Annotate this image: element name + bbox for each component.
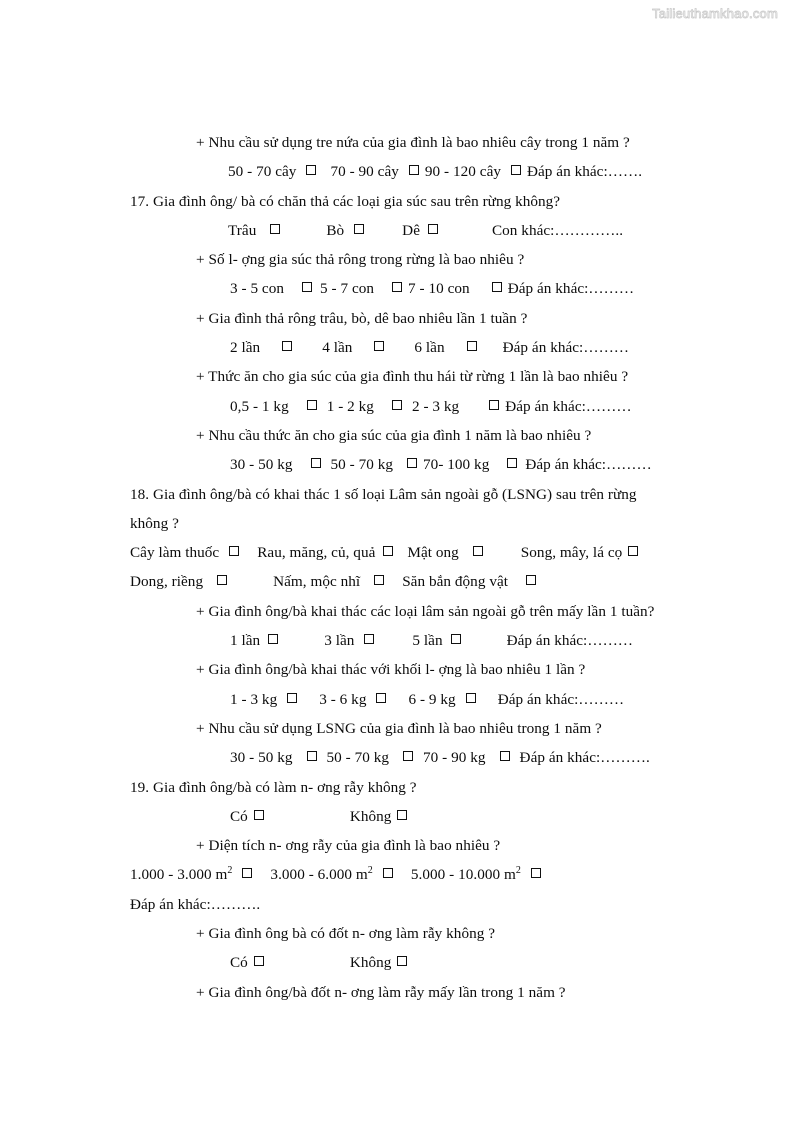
checkbox[interactable] — [217, 575, 227, 585]
option-label: 1 - 2 kg — [326, 397, 374, 415]
option-label: 5 - 7 con — [320, 280, 375, 298]
answer-row-17-livestock — [130, 216, 720, 245]
answer-row-18-a — [130, 538, 720, 567]
option-label: 50 - 70 cây — [228, 163, 297, 181]
checkbox[interactable] — [397, 956, 407, 966]
option-label: 50 - 70 kg — [330, 456, 394, 474]
document-body — [130, 128, 720, 1007]
answer-row-18a — [130, 626, 720, 655]
option-label: 70 - 90 kg — [423, 749, 486, 767]
checkbox[interactable] — [254, 956, 264, 966]
checkbox[interactable] — [392, 400, 402, 410]
option-label: 2 lần — [230, 339, 261, 357]
question-18a: + Gia đình ông/bà khai thác các loại lâm sản ngoài gỗ trên mấy lần 1 tuần? — [196, 602, 655, 620]
answer-row-17a — [130, 274, 720, 303]
checkbox[interactable] — [374, 575, 384, 585]
question-18-line2: không ? — [130, 514, 179, 532]
checkbox[interactable] — [451, 634, 461, 644]
option-label: 2 - 3 kg — [411, 397, 460, 415]
checkbox[interactable] — [306, 165, 316, 175]
option-label: 50 - 70 kg — [326, 749, 390, 767]
option-label: Có — [230, 807, 248, 825]
option-label: Đáp án khác:……… — [506, 632, 634, 650]
superscript-2: 2 — [227, 865, 233, 877]
option-label: 70 - 90 cây — [330, 163, 399, 181]
checkbox[interactable] — [492, 282, 502, 292]
checkbox[interactable] — [364, 634, 374, 644]
option-label: 1 - 3 kg — [230, 690, 278, 708]
option-label: 3 - 6 kg — [319, 690, 367, 708]
checkbox[interactable] — [511, 165, 521, 175]
checkbox[interactable] — [270, 224, 280, 234]
question-19c: + Gia đình ông/bà đốt n- ơng làm rẫy mấy lần trong 1 năm ? — [196, 983, 566, 1001]
option-label: Nấm, mộc nhĩ — [273, 573, 361, 591]
option-label: 7 - 10 con — [408, 280, 470, 298]
option-label: 30 - 50 kg — [230, 749, 293, 767]
answer-row-18c — [130, 743, 720, 772]
question-17: 17. Gia đình ông/ bà có chăn thả các loại gia súc sau trên rừng không? — [130, 192, 561, 210]
option-label: Rau, măng, củ, quả — [257, 544, 376, 562]
checkbox[interactable] — [354, 224, 364, 234]
checkbox[interactable] — [374, 341, 384, 351]
option-label: Dong, riềng — [130, 573, 204, 591]
checkbox[interactable] — [229, 546, 239, 556]
option-label: 6 - 9 kg — [408, 690, 456, 708]
option-label: Mật ong — [407, 544, 459, 562]
checkbox[interactable] — [376, 693, 386, 703]
option-label: Đáp án khác:………. — [519, 749, 650, 767]
checkbox[interactable] — [407, 458, 417, 468]
option-label: Không — [349, 954, 392, 972]
checkbox[interactable] — [383, 868, 393, 878]
option-label: Có — [230, 954, 248, 972]
checkbox[interactable] — [307, 400, 317, 410]
option-label: 6 lần — [414, 339, 445, 357]
checkbox[interactable] — [383, 546, 393, 556]
checkbox[interactable] — [428, 224, 438, 234]
checkbox[interactable] — [409, 165, 419, 175]
answer-19a-other: Đáp án khác:………. — [130, 895, 261, 913]
checkbox[interactable] — [254, 810, 264, 820]
watermark-text: Tailieuthamkhao.com — [652, 6, 778, 21]
checkbox[interactable] — [302, 282, 312, 292]
checkbox[interactable] — [268, 634, 278, 644]
option-label: 30 - 50 kg — [230, 456, 293, 474]
question-18-line1: 18. Gia đình ông/bà có khai thác 1 số loại Lâm sản ngoài gỗ (LSNG) sau trên rừng — [130, 485, 637, 503]
question-19b: + Gia đình ông bà có đốt n- ơng làm rẫy không ? — [196, 925, 496, 943]
checkbox[interactable] — [392, 282, 402, 292]
option-label: Đáp án khác:……… — [497, 690, 625, 708]
answer-row-17d — [130, 450, 720, 479]
answer-row-17b — [130, 333, 720, 362]
option-label: 90 - 120 cây — [424, 163, 501, 181]
answer-row-19a-areas — [130, 860, 720, 889]
checkbox[interactable] — [531, 868, 541, 878]
option-label: Săn bắn động vật — [402, 573, 509, 591]
checkbox[interactable] — [282, 341, 292, 351]
question-17c: + Thức ăn cho gia súc của gia đình thu hái từ rừng 1 lần là bao nhiêu ? — [196, 368, 629, 386]
option-label: 3.000 - 6.000 m — [270, 866, 368, 884]
question-17b: + Gia đình thả rông trâu, bò, dê bao nhiêu lần 1 tuần ? — [196, 309, 528, 327]
option-label: 5.000 - 10.000 m — [410, 866, 516, 884]
checkbox[interactable] — [466, 693, 476, 703]
option-label: Đáp án khác:……… — [505, 397, 632, 415]
checkbox[interactable] — [311, 458, 321, 468]
checkbox[interactable] — [397, 810, 407, 820]
checkbox[interactable] — [307, 751, 317, 761]
answer-row-bamboo-need — [130, 157, 720, 186]
question-18b: + Gia đình ông/bà khai thác với khối l- ợng là bao nhiêu 1 lần ? — [196, 661, 586, 679]
checkbox[interactable] — [403, 751, 413, 761]
question-19: 19. Gia đình ông/bà có làm n- ơng rẫy không ? — [130, 778, 417, 796]
answer-row-19 — [130, 802, 720, 831]
answer-row-18b — [130, 685, 720, 714]
option-label: Đáp án khác:……… — [525, 456, 652, 474]
checkbox[interactable] — [507, 458, 517, 468]
option-label: Đáp án khác:……. — [527, 163, 643, 181]
option-label: Cây làm thuốc — [130, 544, 220, 562]
checkbox[interactable] — [467, 341, 477, 351]
option-label: Dê — [402, 221, 420, 239]
checkbox[interactable] — [287, 693, 297, 703]
question-18c: + Nhu cầu sử dụng LSNG của gia đình là bao nhiêu trong 1 năm ? — [196, 719, 602, 737]
superscript-2: 2 — [515, 865, 521, 877]
option-label: 1.000 - 3.000 m — [130, 866, 228, 884]
checkbox[interactable] — [473, 546, 483, 556]
checkbox[interactable] — [489, 400, 499, 410]
answer-row-17c — [130, 392, 720, 421]
option-label: 5 lần — [412, 632, 443, 650]
option-label: Đáp án khác:……… — [507, 280, 635, 298]
option-label: Song, mây, lá cọ — [520, 544, 623, 562]
checkbox[interactable] — [242, 868, 252, 878]
option-label: Trâu — [228, 221, 257, 239]
question-line-bamboo-need: + Nhu cầu sử dụng tre nứa của gia đình là bao nhiêu cây trong 1 năm ? — [196, 134, 630, 151]
option-label: Đáp án khác:……… — [502, 339, 630, 357]
question-17a: + Số l- ợng gia súc thả rông trong rừng là bao nhiêu ? — [196, 251, 525, 269]
option-label: 3 - 5 con — [230, 280, 285, 298]
option-label: Bò — [326, 221, 345, 239]
option-label: Không — [349, 807, 392, 825]
superscript-2: 2 — [367, 865, 373, 877]
option-label: Con khác:………….. — [491, 221, 624, 239]
question-17d: + Nhu cầu thức ăn cho gia súc của gia đình 1 năm là bao nhiêu ? — [196, 426, 592, 444]
option-label: 0,5 - 1 kg — [230, 397, 289, 415]
checkbox[interactable] — [526, 575, 536, 585]
checkbox[interactable] — [500, 751, 510, 761]
option-label: 1 lần — [230, 632, 261, 650]
option-label: 70- 100 kg — [423, 456, 490, 474]
option-label: 4 lần — [322, 339, 353, 357]
answer-row-19b — [130, 948, 720, 977]
answer-row-18-b — [130, 567, 720, 596]
question-19a: + Diện tích n- ơng rẫy của gia đình là bao nhiêu ? — [196, 837, 501, 855]
option-label: 3 lần — [324, 632, 355, 650]
checkbox[interactable] — [628, 546, 638, 556]
